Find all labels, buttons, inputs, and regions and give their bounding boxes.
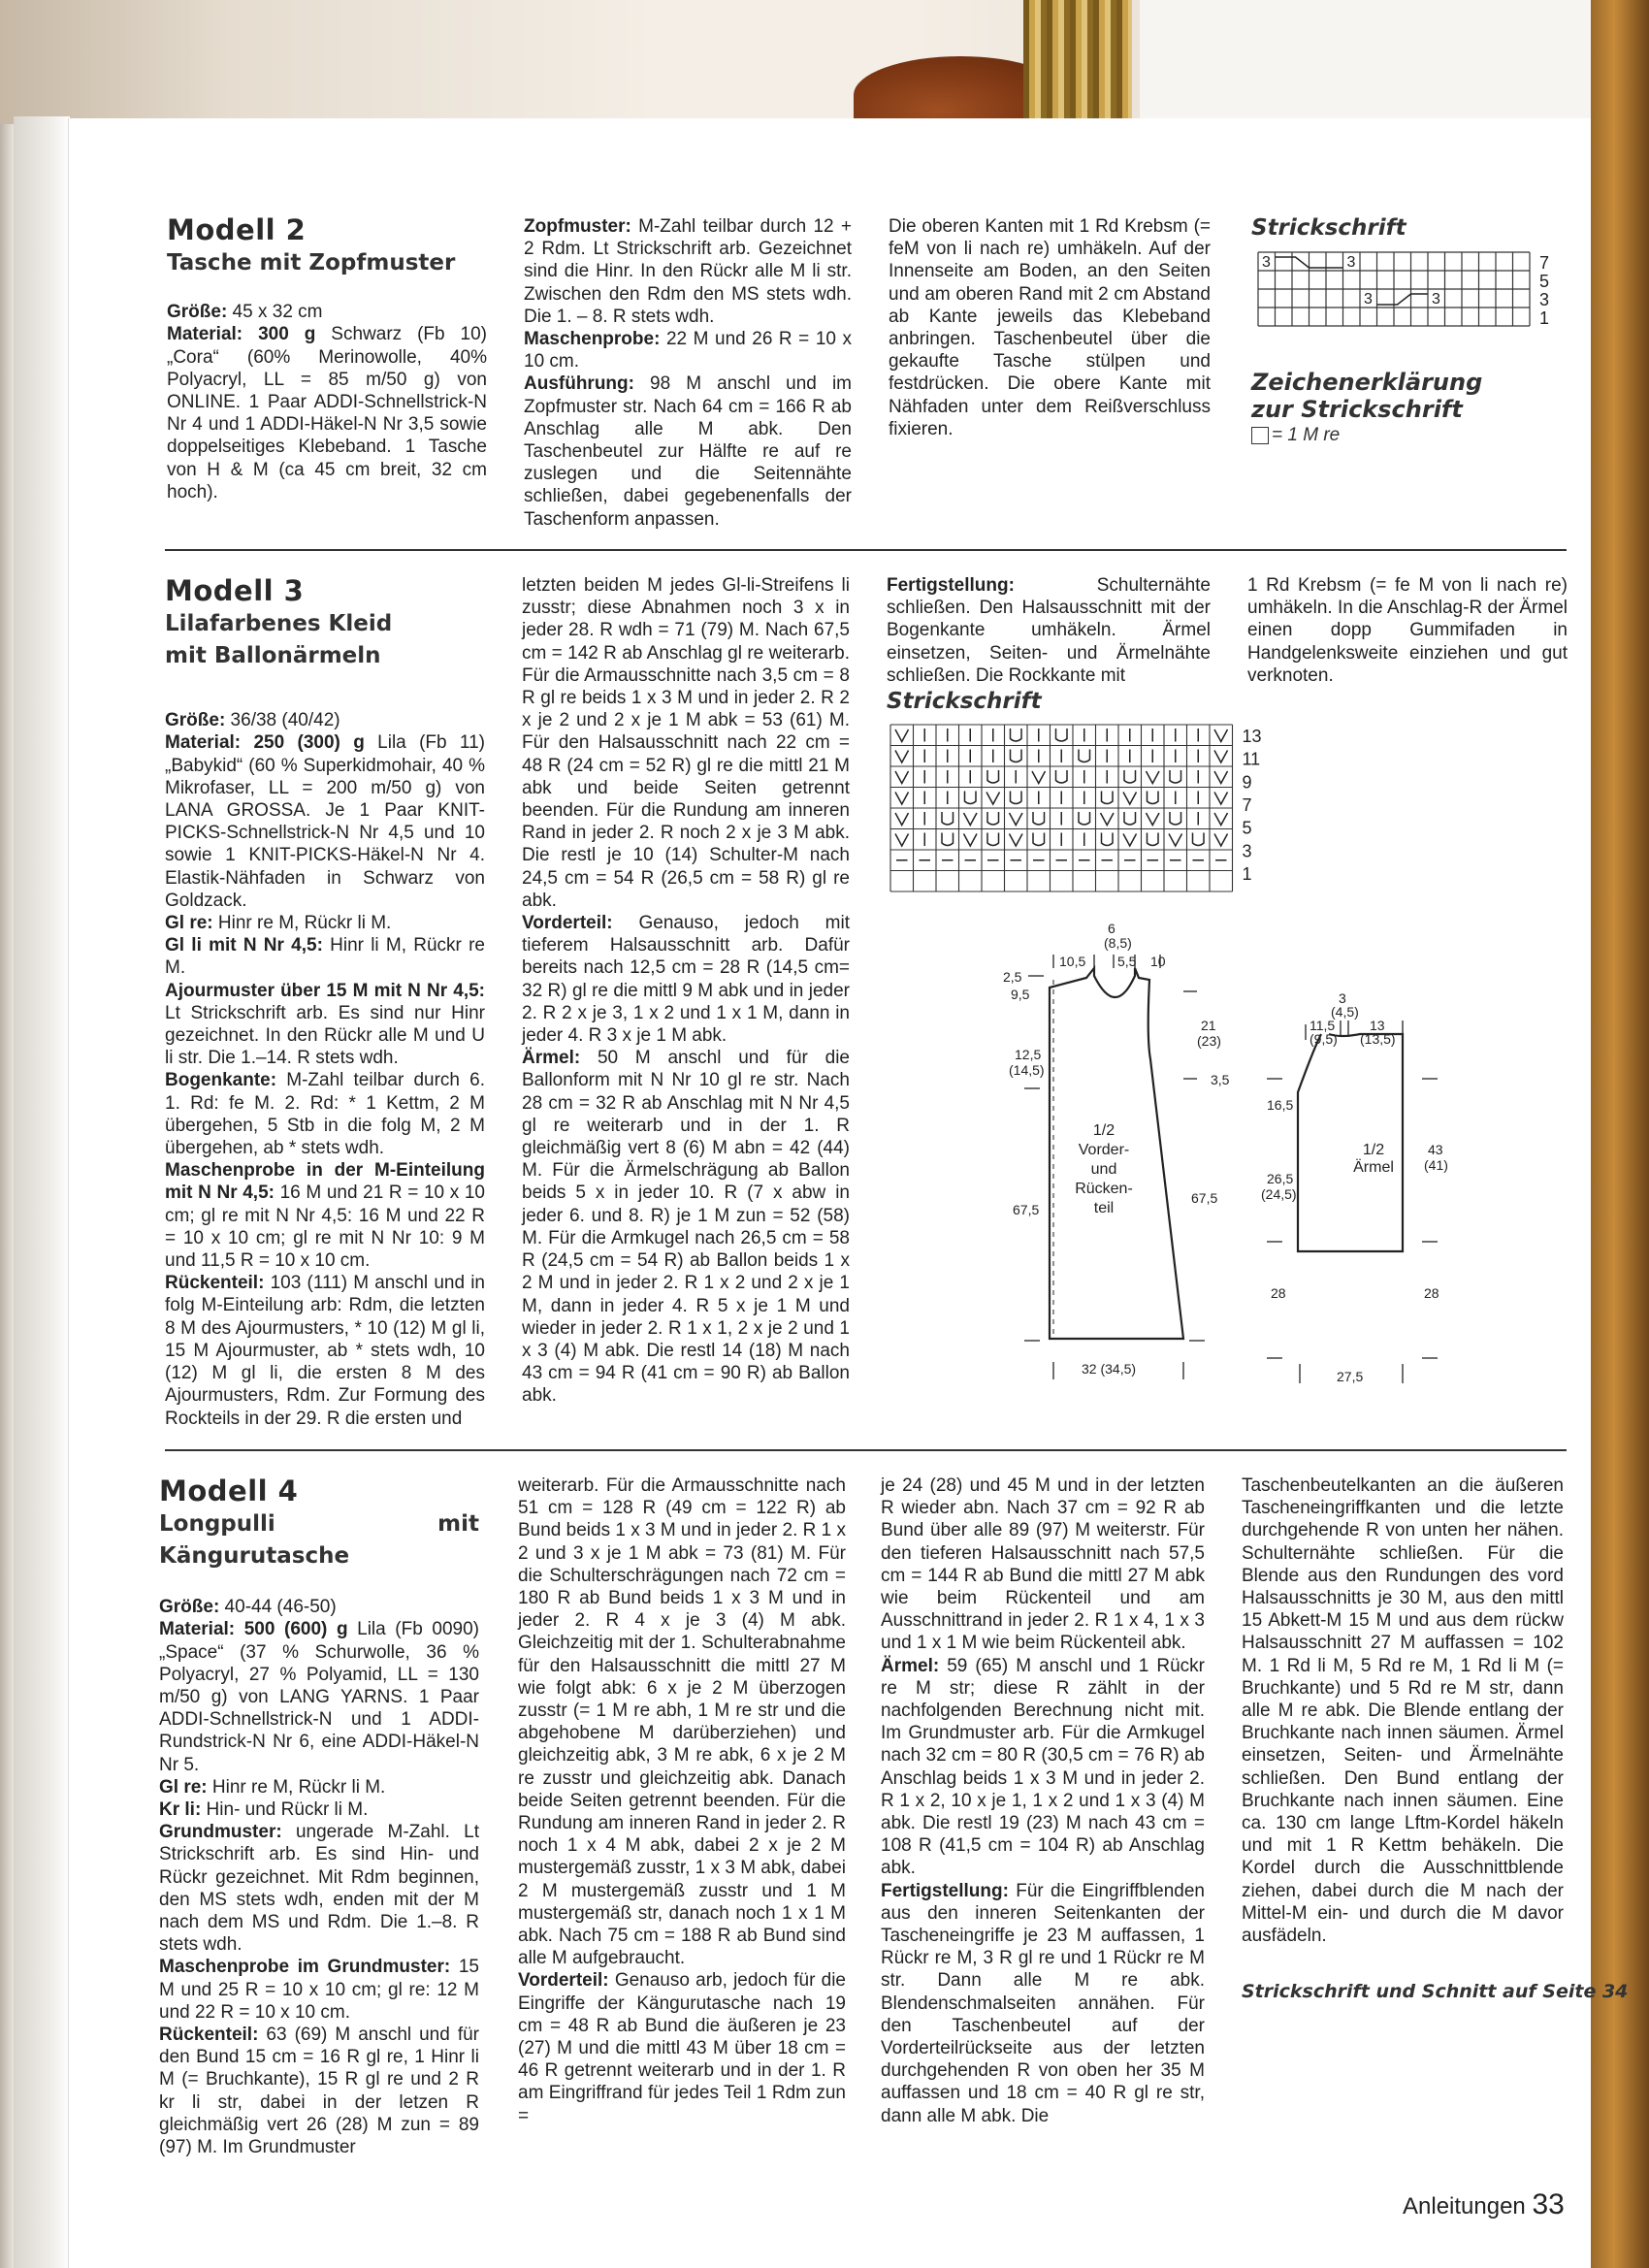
decrease-mark [1214, 834, 1228, 847]
photo-background [1140, 0, 1596, 124]
decrease-mark [1214, 729, 1228, 742]
modell4-col4 [1242, 1474, 1564, 1947]
yarn-over-mark [987, 812, 999, 825]
decrease-mark [895, 834, 909, 847]
decrease-mark [1123, 834, 1137, 847]
paragraph-label: Ärmel: [522, 1048, 581, 1069]
dimension-label: 5,5 [1117, 954, 1137, 969]
dimension-label: Ärmel [1353, 1159, 1394, 1176]
paragraph [522, 912, 850, 1047]
paragraph-label: Gl re: [165, 913, 213, 934]
yarn-over-mark [1079, 812, 1090, 825]
modell3-col2 [522, 574, 850, 1408]
knit-stitch-symbol [1251, 427, 1269, 444]
modell3-col4-text: 1 Rd Krebsm (= fe M von li nach re) umhäkeln. In die Anschlag-R der Ärmel einen dopp Gummifaden in Handgelenksweite einziehen und gut verknoten. [1247, 575, 1568, 686]
yarn-over-mark [1148, 792, 1159, 804]
cable-symbol: 3 [1364, 291, 1373, 308]
row-number: 7 [1539, 253, 1550, 273]
yarn-over-mark [987, 770, 999, 783]
paragraph [159, 1956, 479, 2024]
page-number: 33 [1532, 2188, 1565, 2220]
paragraph [522, 574, 850, 912]
paragraph-text: Hinr li M, Rückr re M. [165, 935, 485, 979]
paragraph-label: Fertigstellung: [887, 575, 1015, 596]
decrease-mark [964, 834, 978, 847]
dimension-label: (14,5) [1009, 1062, 1045, 1078]
modell2-col1-text [167, 301, 487, 503]
paragraph-label: Größe: [159, 1597, 220, 1618]
paragraph [159, 1821, 479, 1956]
page-binding [0, 124, 14, 2268]
modell3-col3 [887, 574, 1211, 687]
paragraph [165, 1159, 485, 1272]
dimension-label: 16,5 [1267, 1097, 1294, 1113]
row-number: 5 [1539, 272, 1550, 291]
dimension-label: 67,5 [1013, 1202, 1040, 1217]
paragraph-text: 103 (111) M anschl und in folg M-Einteilung arb: Rdm, die letzten 8 M des Ajourmusters, * 10 (12) M gl li, 15 M Ajourmuster, ab * stets wdh, 10 (12) M gl li, die ersten 8 M des Ajourmusters, Rdm. Zur Formung des Rockteils in der 29. R die ersten und [165, 1273, 485, 1429]
paragraph-text: Schulternähte schließen. Den Halsausschnitt mit der Bogenkante umhäkeln. Ärmel einsetzen, Seiten- und Ärmelnähte schließen. Die Rockkante mit [887, 575, 1211, 686]
paragraph-text: 40-44 (46-50) [219, 1597, 337, 1618]
paragraph-text: Lila (Fb 0090) „Space“ (37 % Schurwolle, 36 % Polyacryl, 27 % Polyamid, LL = 130 m/50 g) von LANG YARNS. 1 Paar ADDI-Schnellstrick-N und 1 ADDI-Rundstrick-N Nr 6, eine ADDI-Häkel-N Nr 5. [159, 1619, 479, 1775]
modell3-title: Modell 3 [165, 574, 305, 607]
row-number: 1 [1242, 863, 1252, 884]
paragraph-label: Gl li mit N Nr 4,5: [165, 935, 323, 956]
dimension-label: 21 [1201, 1018, 1216, 1033]
dimension-label: (4,5) [1331, 1004, 1359, 1020]
yarn-over-mark [1124, 812, 1136, 825]
paragraph-label: Größe: [165, 710, 226, 731]
dimension-label: 3 [1339, 990, 1346, 1006]
paragraph [159, 1798, 479, 1821]
paragraph-label: Gl re: [159, 1776, 208, 1798]
yarn-over-mark [1011, 792, 1022, 804]
paragraph-label: Material: 250 (300) g [165, 732, 365, 754]
paragraph [518, 1969, 846, 2126]
sleeve-outline [1298, 1034, 1403, 1251]
paragraph-label: Rückenteil: [165, 1273, 265, 1294]
paragraph-label: Ausführung: [524, 373, 634, 395]
row-number: 1 [1539, 308, 1550, 328]
dimension-label: 2,5 [1003, 969, 1022, 985]
modell2-title: Modell 2 [167, 213, 307, 246]
row-number: 13 [1242, 727, 1262, 746]
modell3-ajour-chart [889, 723, 1277, 897]
modell3-subtitle-2: mit Ballonärmeln [165, 643, 381, 669]
dimension-label: 11,5 [1310, 1018, 1336, 1033]
yarn-over-mark [942, 812, 954, 825]
modell4-col3 [881, 1474, 1205, 2127]
paragraph [167, 301, 487, 323]
dimension-label: 28 [1424, 1285, 1439, 1301]
modell2-legend-item [1251, 425, 1340, 446]
modell4-col1 [159, 1474, 479, 2158]
page-footer [1403, 2188, 1565, 2221]
paragraph-text: Genauso arb, jedoch für die Eingriffe der Kängurutasche nach 19 cm = 48 R ab Bund die äußeren je 23 (27) M und die mittl 43 M über 18 cm = 46 R getrennt weiterarb und in der 1. R am Eingriffrand für jedes Teil 1 Rdm zun = [518, 1970, 846, 2126]
paragraph-label: Ajourmuster über 15 M mit N Nr 4,5: [165, 980, 485, 1001]
decrease-mark [1214, 771, 1228, 784]
decrease-mark [895, 771, 909, 784]
cable-cross [1377, 294, 1429, 305]
dimension-label: (24,5) [1261, 1186, 1297, 1202]
legend-item-text: = 1 M re [1272, 425, 1341, 445]
modell3-body-schema [989, 922, 1242, 1397]
yarn-over-mark [1079, 750, 1090, 762]
paragraph [165, 980, 485, 1070]
dimension-label: 12,5 [1015, 1047, 1042, 1062]
paragraph-label: Maschenprobe: [524, 329, 661, 350]
paragraph-text: 22 M und 26 R = 10 x 10 cm. [524, 329, 852, 373]
paragraph-label: Fertigstellung: [881, 1880, 1009, 1901]
modell3-sleeve-schema [1251, 990, 1474, 1397]
yarn-over-mark [987, 833, 999, 846]
paragraph-text: 15 M und 25 R = 10 x 10 cm; gl re: 12 M und 22 R = 10 x 10 cm. [159, 1957, 479, 2023]
row-number: 3 [1539, 290, 1550, 309]
dimension-label: 1/2 [1362, 1142, 1385, 1158]
dimension-label: 1/2 [1092, 1122, 1116, 1139]
paragraph-text: 98 M anschl und im Zopfmuster str. Nach 64 cm = 166 R ab Anschlag alle M abk. Den Taschenbeutel zur Hälfte re auf re zuslegen und die Seitennähte schließen, dabei gegebenenfalls der Taschenform anpassen. [524, 373, 852, 530]
paragraph-text: letzten beiden M jedes Gl-li-Streifens li zusstr; diese Abnahmen noch 3 x in jeder 28. R wdh = 71 (79) M. Nach 67,5 cm = 142 R ab Anschlag gl re weiterarb. Für die Armausschnitte nach 3,5 cm = 8 R gl re beids 1 x 3 M und in jeder 2. R 2 x je 2 und 2 x je 1 M abk = 53 (61) M. Für den Halsausschnitt nach 22 cm = 48 R (24 cm = 52 R) gl re die mittl 21 M abk und beide Seiten getrennt beenden. Für die Rundung am inneren Rand in jeder 2. R noch 2 x je 3 M abk. Die restl je 10 (14) Schulter-M nach 24,5 cm = 54 R (26,5 cm = 58 R) gl re abk. [522, 575, 850, 911]
paragraph-label: Maschenprobe in der M-Einteilung mit N Nr 4,5: [165, 1160, 485, 1204]
paragraph-text: weiterarb. Für die Armausschnitte nach 51 cm = 128 R (49 cm = 122 R) ab Bund beids 1 x 3 M und in jeder 2. R 1 x 2 und 3 x je 1 M abk = 73 (81) M. Für die Schulterschrägungen nach 72 cm = 180 R ab Bund beids 1 x 3 M und in jeder 2. R 4 x je 3 (4) M abk. Gleichzeitig mit der 1. Schulterabnahme für den Halsausschnitt die mittl 27 M wie folgt abk: 6 x je 2 M überzogen zusstr (= 1 M re abh, 1 M re str und die abgehobene M darüberziehen) und gleichzeitig abk, 3 M re abk, 6 x je 2 M re zusstr und gleichzeitig abk. Danach beide Seiten getrennt beenden. Für die Rundung am inneren Rand in jeder 2. R noch 1 x 4 M abk, dabei 2 x je 2 M mustergemäß zusstr, 1 x 3 M abk, dabei 2 M mustergemäß zusstr und 1 M mustergemäß str, danach noch 1 x 1 M abk. Nach 75 cm = 188 R ab Bund sind alle M aufgebraucht. [518, 1475, 846, 1969]
paragraph [159, 1776, 479, 1798]
dimension-label: 67,5 [1191, 1190, 1218, 1206]
row-number: 3 [1242, 841, 1252, 861]
dimension-label: (41) [1424, 1157, 1448, 1173]
decrease-mark [895, 813, 909, 826]
paragraph-text: 45 x 32 cm [227, 302, 323, 323]
row-number: 5 [1242, 818, 1252, 838]
modell2-col2 [524, 215, 852, 531]
paragraph-label: Bogenkante: [165, 1070, 277, 1091]
decrease-mark [1032, 771, 1046, 784]
modell2-subtitle: Tasche mit Zopfmuster [167, 250, 456, 276]
paragraph [167, 323, 487, 503]
modell3-col1-text [165, 709, 485, 1430]
yarn-over-mark [942, 833, 954, 846]
paragraph-text: 50 M anschl und für die Ballonform mit N Nr 10 gl re str. Nach 28 cm = 32 R ab Anschlag mit N Nr 4,5 gl re weiterarb und in der 1. R gleichmäßig vert 8 (6) M abn = 42 (44) M. Für die Ärmelschrägung ab Ballon beids 5 x in jeder 10. R (7 x abw in jeder 6. und 8. R) je 1 M zun = 52 (58) M. Für die Armkugel nach 26,5 cm = 58 R (24,5 cm = 54 R) ab Ballon beids 1 x 2 M und in jeder 2. R 1 x 2 und 2 x je 1 M, dann in jeder 4. R 5 x je 1 M und wieder in jeder 2. R 1 x 1, 2 x je 2 und 1 x 3 (4) M abk. Die restl 14 (18) M nach 43 cm = 94 R (41 cm = 90 R) ab Ballon abk. [522, 1048, 850, 1407]
dimension-label: 13 [1370, 1018, 1385, 1033]
page-binding-shadow [14, 116, 70, 2268]
modell2-col1 [167, 213, 488, 503]
legend-title-line2: zur Strickschrift [1251, 396, 1463, 423]
paragraph-text: 63 (69) M anschl und für den Bund 15 cm = 16 R gl re, 1 Hinr li M (= Bruchkante), 15 R gl re und 2 R kr li str, dabei in der letzen R gleichmäßig vert 26 (28) M zun = 89 (97) M. Im Grundmuster [159, 2025, 479, 2158]
paragraph-text: M-Zahl teilbar durch 6. 1. Rd: fe M. 2. Rd: * 1 Kettm, 2 M übergehen, 5 Stb in die folg M, 2 M übergehen, ab * stets wdh. [165, 1070, 485, 1159]
decrease-mark [895, 793, 909, 805]
paragraph-text: Hinr re M, Rückr li M. [212, 913, 392, 934]
modell4-subtitle: Longpulli mit Kängurutasche [159, 1511, 479, 1570]
decrease-mark [1214, 793, 1228, 805]
section-divider-1 [165, 549, 1567, 551]
paragraph [165, 1272, 485, 1429]
paragraph-text: Hinr re M, Rückr li M. [207, 1776, 386, 1798]
paragraph-text: Genauso, jedoch mit tieferem Halsausschnitt arb. Dafür bereits nach 12,5 cm = 28 R (14,5 cm= 32 R) gl re die mittl 9 M abk und in jeder 2. R 2 x je 3, 1 x 2 und 1 x 1 M, dann in jeder 4. R 3 x je 1 M abk. [522, 913, 850, 1047]
paragraph-label: Material: 300 g [167, 324, 316, 345]
modell2-strickschrift-title: Strickschrift [1251, 215, 1406, 241]
paragraph-text: Hin- und Rückr li M. [201, 1799, 369, 1821]
dimension-label: 28 [1271, 1285, 1286, 1301]
decrease-mark [1169, 834, 1182, 847]
paragraph [165, 912, 485, 934]
modell4-col4-text: Taschenbeutelkanten an die äußeren Tascheneingriffkanten und die letzte durchgehende R von unten her nähen. Schulternähte schließen. Für die Blende aus den Rundungen des vord Halsausschnitts je 30 M, aus den mittl 15 Abkett-M 15 M und aus dem rückw Halsausschnitt 27 M auffassen = 102 M. 1 Rd li M, 5 Rd re M, 1 Rd li M (= Bruchkante) und 5 Rd re M str, dann alle M re abk. Die Blende entlang der Bruchkante nach innen säumen. Ärmel einsetzen, Seiten- und Ärmelnähte schließen. Den Bund entlang der Bruchkante nach innen säumen. Eine ca. 130 cm lange Lftm-Kordel häkeln und mit 1 R Kettm behäkeln. Die Kordel durch die Ausschnittblende ziehen, dabei durch die M nach der Mittel-M ein- und durch die M davor ausfädeln. [1242, 1475, 1564, 1947]
photo-frame [1023, 0, 1132, 124]
dimension-label: 32 (34,5) [1082, 1361, 1137, 1377]
cable-symbol: 3 [1432, 291, 1440, 308]
paragraph [165, 934, 485, 979]
paragraph [524, 373, 852, 530]
paragraph-label: Ärmel: [881, 1655, 940, 1676]
paragraph [165, 731, 485, 912]
row-number: 7 [1242, 794, 1252, 815]
page-edge [1591, 0, 1649, 2268]
paragraph-text: Lila (Fb 11) „Babykid“ (60 % Superkidmohair, 40 % Mikrofaser, LL = 200 m/50 g) von LANA GROSSA. Je 1 Paar KNIT-PICKS-Schnellstrick-N Nr 4,5 und 10 sowie 1 KNIT-PICKS-Häkel-N Nr 4. Elastik-Nähfaden in Schwarz von Goldzack. [165, 732, 485, 911]
paragraph-text: je 24 (28) und 45 M und in der letzten R wieder abn. Nach 37 cm = 92 R ab Bund über alle 89 (97) M weiterstr. Für den tieferen Halsausschnitt nach 57,5 cm = 144 R ab Bund die mittl 27 M abk wie beim Rückenteil und am Ausschnittrand in jeder 2. R 1 x 4, 1 x 3 und 1 x 1 M wie beim Rückenteil abk. [881, 1475, 1205, 1654]
paragraph-label: Maschenprobe im Grundmuster: [159, 1957, 451, 1978]
modell4-footer-ref: Strickschrift und Schnitt auf Seite 34 [1242, 1981, 1629, 2002]
paragraph [159, 2024, 479, 2158]
yarn-over-mark [1102, 792, 1114, 804]
modell3-col1 [165, 574, 485, 1430]
paragraph-label: Material: 500 (600) g [159, 1619, 348, 1640]
yarn-over-mark [1033, 812, 1045, 825]
paragraph-label: Kr li: [159, 1799, 202, 1821]
row-number: 9 [1242, 772, 1252, 793]
dimension-label: 6 [1108, 921, 1116, 936]
modell4-title: Modell 4 [159, 1474, 299, 1507]
paragraph [887, 574, 1211, 687]
decrease-mark [986, 793, 1000, 805]
modell4-col2 [518, 1474, 846, 2127]
dimension-label: Rücken- [1075, 1181, 1133, 1197]
dimension-label: teil [1093, 1200, 1115, 1216]
decrease-mark [1147, 813, 1160, 826]
yarn-over-mark [1193, 833, 1205, 846]
yarn-over-mark [1170, 770, 1181, 783]
paragraph [524, 328, 852, 373]
modell3-col4 [1247, 574, 1568, 687]
yarn-over-mark [1033, 833, 1045, 846]
paragraph-text: Für die Eingriffblenden aus den inneren Seitenkanten der Tascheneingriffe je 23 M auffassen, 1 Rückr re M, 3 R gl re und 1 Rückr re M str. Dann alle M re abk. Blendenschmalseiten annähen. Für den Taschenbeutel auf der Vorderteilrückseite aus der letzten durchgehenden R von oben her 35 M auffassen und 18 cm = 40 R gl re str, dann alle M abk. Die [881, 1880, 1205, 2126]
paragraph-text: Schwarz (Fb 10) „Cora“ (60% Merinowolle, 40% Polyacryl, LL = 85 m/50 g) von ONLINE. 1 Paar ADDI-Schnellstrick-N Nr 4 und 1 ADDI-Häkel-N Nr 3,5 sowie doppelseitiges Klebeband. 1 Tasche von H & M (ca 45 cm breit, 32 cm hoch). [167, 324, 488, 502]
dimension-label: und [1090, 1161, 1117, 1178]
dimension-label: 26,5 [1267, 1171, 1294, 1186]
decrease-mark [1010, 834, 1023, 847]
paragraph-label: Größe: [167, 302, 228, 323]
paragraph [159, 1618, 479, 1775]
row-number: 11 [1242, 749, 1261, 769]
modell2-col3-text: Die oberen Kanten mit 1 Rd Krebsm (= feM von li nach re) umhäkeln. Auf der Innenseite am Boden, an den Seiten und am oberen Rand mit 2 cm Abstand ab Kante jeweils das Klebeband anbringen. Taschenbeutel über die gekaufte Tasche stülpen und festdrücken. Die obere Kante mit Nähfaden unter dem Reißverschluss fixieren. [889, 216, 1211, 439]
dimension-label: 9,5 [1011, 987, 1030, 1002]
dimension-label: 27,5 [1337, 1369, 1364, 1384]
paragraph [881, 1655, 1205, 1880]
modell3-subtitle-1: Lilafarbenes Kleid [165, 611, 393, 637]
decrease-mark [1101, 813, 1115, 826]
section-divider-2 [165, 1449, 1567, 1451]
paragraph [159, 1596, 479, 1618]
yarn-over-mark [1056, 729, 1068, 741]
yarn-over-mark [1102, 833, 1114, 846]
decrease-mark [1214, 751, 1228, 763]
paragraph [881, 1880, 1205, 2127]
yarn-over-mark [1148, 833, 1159, 846]
paragraph [165, 709, 485, 731]
paragraph [522, 1047, 850, 1407]
paragraph-label: Vorderteil: [522, 913, 613, 934]
legend-title-line1: Zeichenerklärung [1251, 369, 1483, 396]
dimension-label: (9,5) [1310, 1031, 1338, 1047]
decrease-mark [1123, 793, 1137, 805]
paragraph-text: M-Zahl teilbar durch 12 + 2 Rdm. Lt Strickschrift arb. Gezeichnet sind die Hinr. In den Rückr alle M li str. Zwischen den Rdm den MS stets wdh. Die 1. – 8. R stets wdh. [524, 216, 852, 327]
paragraph-label: Vorderteil: [518, 1970, 609, 1992]
paragraph-text: Lt Strickschrift arb. Es sind nur Hinr gezeichnet. In den Rückr alle M und U li str. Die 1.–14. R stets wdh. [165, 1002, 485, 1069]
paragraph-text: 36/38 (40/42) [225, 710, 340, 731]
decrease-mark [1010, 813, 1023, 826]
dimension-label: (8,5) [1104, 935, 1132, 951]
modell4-col1-text [159, 1596, 479, 2158]
modell3-strickschrift-title: Strickschrift [887, 689, 1042, 714]
paragraph-label: Zopfmuster: [524, 216, 631, 237]
paragraph [518, 1474, 846, 1969]
dimension-label: (13,5) [1360, 1031, 1396, 1047]
yarn-over-mark [1011, 729, 1022, 741]
paragraph [524, 215, 852, 328]
modell2-legend-title [1251, 369, 1482, 423]
yarn-over-mark [965, 792, 977, 804]
decrease-mark [895, 729, 909, 742]
cable-symbol: 3 [1346, 254, 1356, 271]
paragraph-text: 16 M und 21 R = 10 x 10 cm; gl re mit N Nr 4,5: 16 M und 22 R = 10 x 10 cm; gl re mit N Nr 10: 9 M und 11,5 R = 10 x 10 cm. [165, 1183, 485, 1272]
dimension-label: Vorder- [1078, 1142, 1130, 1158]
dimension-label: 3,5 [1211, 1072, 1230, 1087]
dimension-label: 10,5 [1059, 954, 1086, 969]
modell2-col3 [889, 215, 1211, 440]
yarn-over-mark [1011, 750, 1022, 762]
paragraph-text: ungerade M-Zahl. Lt Strickschrift arb. Es sind Hin- und Rückr gezeichnet. Mit Rdm beginnen, den MS stets wdh, enden mit der M nach dem MS und Rdm. Die 1.–8. R stets wdh. [159, 1822, 479, 1956]
decrease-mark [964, 813, 978, 826]
paragraph [881, 1474, 1205, 1655]
yarn-over-mark [1124, 770, 1136, 783]
cable-symbol: 3 [1262, 254, 1271, 271]
decrease-mark [1147, 771, 1160, 784]
paragraph-label: Grundmuster: [159, 1822, 282, 1843]
dimension-label: 43 [1428, 1142, 1443, 1157]
paragraph [165, 1069, 485, 1159]
yarn-over-mark [1170, 812, 1181, 825]
paragraph-label: Rückenteil: [159, 2025, 259, 2046]
decrease-mark [1214, 813, 1228, 826]
paragraph-text: 59 (65) M anschl und 1 Rückr re M str; diese R zählt in der nachfolgenden Berechnung nicht mit. Im Grundmuster arb. Für die Armkugel nach 32 cm = 80 R (30,5 cm = 76 R) ab Anschlag beids 1 x 3 M und in jeder 2. R 1 x 2, 10 x je 1, 1 x 2 und 1 x 3 (4) M abk. Die restl 19 (23) M nach 43 cm = 108 R (41,5 cm = 104 R) ab Anschlag abk. [881, 1655, 1205, 1879]
decrease-mark [895, 751, 909, 763]
dimension-label: (23) [1197, 1033, 1221, 1049]
yarn-over-mark [1056, 770, 1068, 783]
modell2-knitting-chart [1256, 250, 1567, 357]
dimension-label: 10 [1150, 954, 1166, 969]
footer-section-name: Anleitungen [1403, 2193, 1526, 2219]
